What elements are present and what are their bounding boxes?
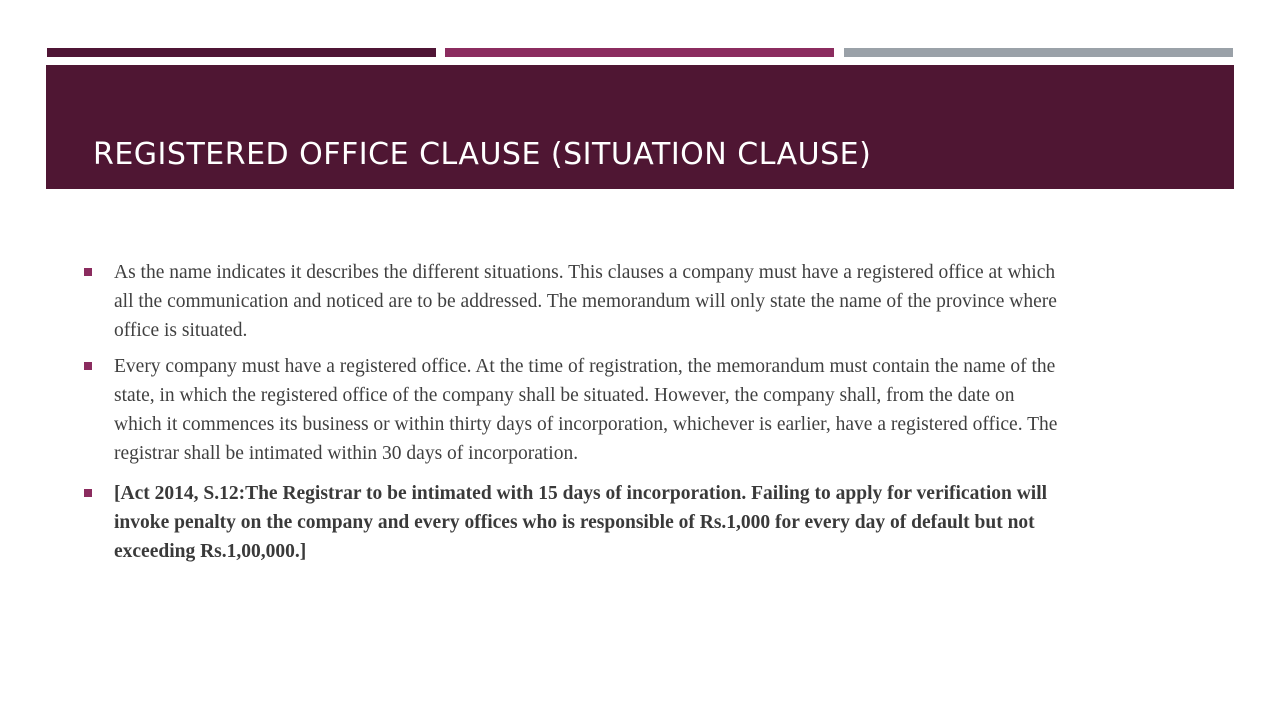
square-bullet-icon — [84, 362, 92, 370]
bullet-text: As the name indicates it describes the different situations. This clauses a company must have a registered office at which all the communication and noticed are to be addressed. The memorandum will only state the name of the province where office is situated. — [114, 262, 1057, 341]
bullet-text: Every company must have a registered office. At the time of registration, the memorandum must contain the name of the state, in which the registered office of the company shall be situated. However, the company shall, from the date on which it commences its business or within thirty days of incorporation, whichever is earlier, have a registered office. The registrar shall be intimated within 30 days of incorporation. — [114, 356, 1058, 464]
slide-content — [84, 258, 1064, 573]
bullet-item-2 — [84, 352, 1064, 468]
accent-bar-gray — [844, 48, 1233, 57]
slide-title: REGISTERED OFFICE CLAUSE (SITUATION CLAUSE) — [93, 137, 872, 172]
title-band — [46, 65, 1234, 189]
bullet-text: [Act 2014, S.12:The Registrar to be intimated with 15 days of incorporation. Failing to apply for verification will invoke penalty on the company and every offices who is responsible of Rs.1,000 for every day of default but not exceeding Rs.1,00,000.] — [114, 483, 1048, 562]
square-bullet-icon — [84, 489, 92, 497]
accent-bar-dark — [47, 48, 436, 57]
square-bullet-icon — [84, 268, 92, 276]
bullet-item-3 — [84, 479, 1064, 566]
bullet-item-1 — [84, 258, 1064, 345]
accent-bar-magenta — [445, 48, 834, 57]
